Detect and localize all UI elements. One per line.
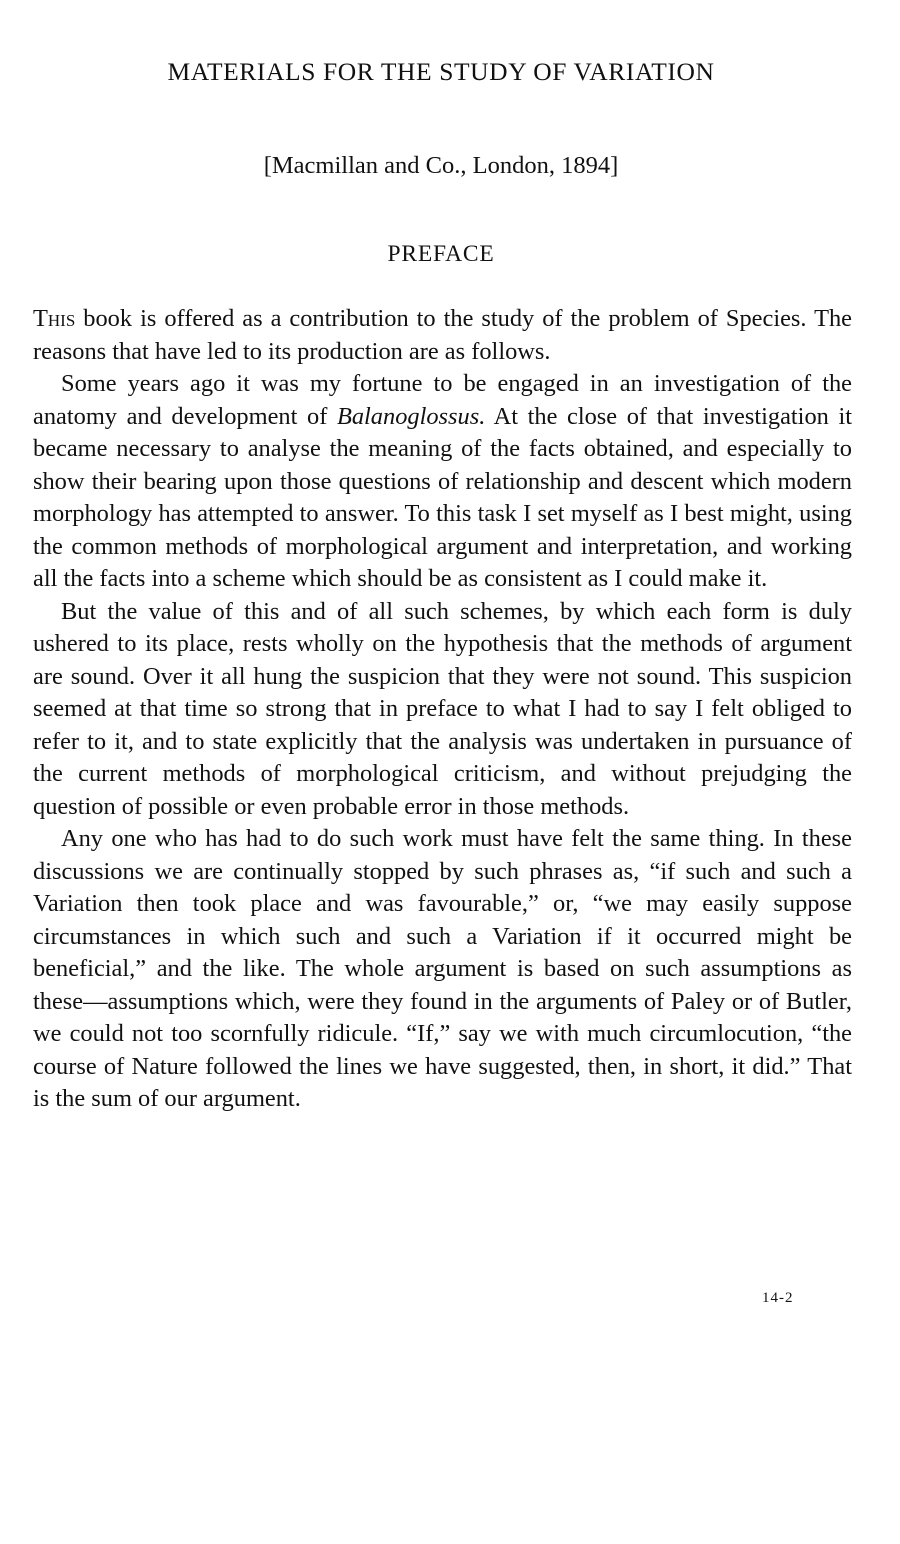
document-page [33, 0, 855, 1544]
paragraph-2 [33, 368, 852, 596]
essay-title: MATERIALS FOR THE STUDY OF VARIATION [167, 57, 715, 86]
paragraph-text: But the value of this and of all such schemes, by which each form is duly ushered to its place, rests wholly on the hypothesis that the methods of argument are sound. Over it all hung the suspicion that they were not sound. This suspicion seemed at that time so strong that in preface to what I had to say I felt obliged to refer to it, and to state explicitly that the analysis was undertaken in pursuance of the current methods of morphological criticism, and without prejudging the question of possible or even probable error in those methods. [33, 597, 852, 820]
paragraph-text: book is offered as a contribution to the study of the problem of Species. The reasons that have led to its production are as follows. [33, 305, 852, 365]
italic-taxon-name: Balanoglossus. [336, 402, 486, 430]
publication-imprint: [Macmillan and Co., London, 1894] [263, 152, 619, 179]
paragraph-text: At the close of that investigation it became necessary to analyse the meaning of the facts obtained, and especially to show their bearing upon those questions of relationship and descent which modern morphology has attempted to answer. To this task I set myself as I best might, using the common methods of morphological argument and interpretation, and working all the facts into a scheme which should be as consistent as I could make it. [33, 402, 853, 592]
paragraph-4 [33, 823, 852, 1116]
paragraph-text: Some years ago it was my fortune to be engaged in an investigation of the anatomy and development of [33, 370, 852, 430]
section-heading: PREFACE [387, 241, 495, 267]
paragraph-3 [33, 596, 852, 824]
signature-mark: 14-2 [762, 1290, 794, 1306]
paragraph-1 [33, 303, 852, 368]
paragraph-lead-word: This [33, 305, 76, 332]
paragraph-text: Any one who has had to do such work must have felt the same thing. In these discussions we are continually stopped by such phrases as, “if such and such a Variation then took place and was favourable,” or, “we may easily suppose circumstances in which such and such a Variation if it occurred might be beneficial,” and the like. The whole argument is based on such assumptions as these—assumptions which, were they found in the arguments of Paley or of Butler, we could not too scornfully ridicule. “If,” say we with much circumlocution, “the course of Nature followed the lines we have suggested, then, in short, it did.” That is the sum of our argument. [33, 825, 852, 1112]
body-text [33, 303, 852, 1116]
